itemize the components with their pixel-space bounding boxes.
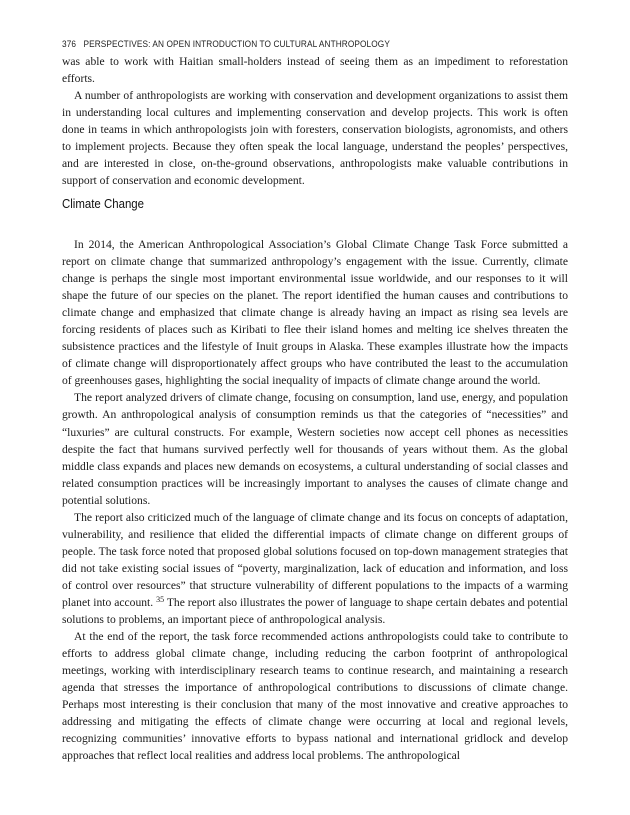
intro-paragraph: A number of anthropologists are working with conservation and development organizations to assist them in understanding local cultures and implementing conservation and develop projects. This work is often done in teams in which anthropologists join with foresters, conservation biologists, agronomists, and others to implement projects. Because they often speak the local language, understand the peoples’ perspectives, and are interested in close, on-the-ground observations, anthropologists make valuable contributions in support of conservation and economic development. [62,89,568,188]
running-title: PERSPECTIVES: AN OPEN INTRODUCTION TO CULTURAL ANTHROPOLOGY [83,39,390,49]
paragraph-3 [62,509,568,628]
paragraph-4: At the end of the report, the task force recommended actions anthropologists could take to contribute to efforts to address global climate change, including reducing the carbon footprint of anthropological meetings, working with interdisciplinary research teams to continue research, and maintaining a research agenda that stresses the importance of anthropological contributions to discussions of climate change. Perhaps most interesting is their conclusion that many of the most innovative and creative approaches to addressing and mitigating the effects of climate change were occurring at local and regional levels, recognizing communities’ innovative efforts to bypass national and international gridlock and develop approaches that reflect local realities and address local problems. The anthropological [62,630,568,763]
page-number: 376 [62,39,77,49]
paragraph-1: In 2014, the American Anthropological Association’s Global Climate Change Task Force submitted a report on climate change that summarized anthropology’s engagement with the issue. Currently, climate change is perhaps the single most important environmental issue worldwide, and our responses to it will shape the future of our species on the planet. The report identified the human causes and contributions to climate change and emphasized that climate change is already having an impact as rising sea levels are forcing residents of places such as Kiribati to flee their island homes and melting ice shelves threaten the subsistence practices and the lifestyle of Inuit groups in Alaska. These examples illustrate how the impacts of climate change will disproportionately affect groups who have contributed the least to the accumulation of greenhouses gases, highlighting the social inequality of impacts of climate change around the world. [62,238,568,388]
running-head [62,39,390,49]
paragraph-2: The report analyzed drivers of climate change, focusing on consumption, land use, energy, and population growth. An anthropological analysis of consumption reminds us that the categories of “necessities” and “luxuries” are cultural constructs. For example, Western societies now accept cell phones as necessities despite the fact that humans survived perfectly well for thousands of years without them. As the global middle class expands and places new demands on ecosystems, a cultural understanding of social classes and related consumption practices will be increasingly important to analyses the causes of climate change and potential solutions. [62,391,568,507]
footnote-ref[interactable]: 35 [156,594,165,604]
paragraph-3-text-a: The report also criticized much of the language of climate change and its focus on concepts of adaptation, vulnerability, and resilience that elided the differential impacts of climate change on different groups of people. The task force noted that proposed global solutions focused on top-down management strategies that did not take existing social issues of “poverty, marginalization, lack of education and information, and loss of control over resources” that structure vulnerability of different populations to the impacts of a warming planet into account. [62,510,568,609]
paragraph-3-text-b: The report also illustrates the power of language to shape certain debates and potential solutions to problems, an important piece of anthropological analysis. [62,595,568,627]
continuation-paragraph: was able to work with Haitian small-holders instead of seeing them as an impediment to reforestation efforts. [62,55,568,86]
section-body [62,236,568,764]
section-heading: Climate Change [62,196,145,211]
